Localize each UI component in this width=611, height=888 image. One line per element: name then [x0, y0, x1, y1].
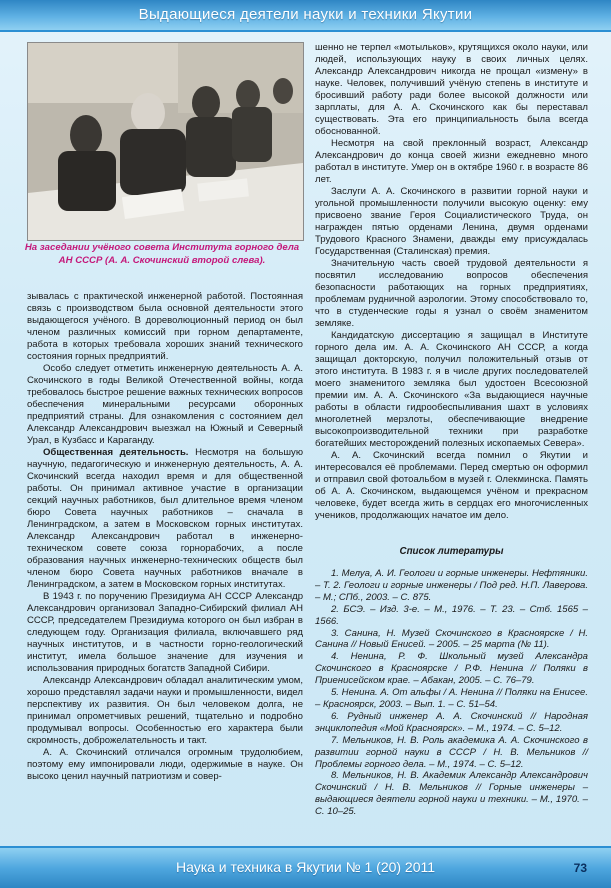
- page-header: [0, 0, 611, 32]
- reference-item: 7. Мельников, Н. В. Роль академика А. А. Скочинского в развитии горной науки в СССР / Н. В. Мельников // Проблемы горного дела. – М., 1974. – С. 5–12.: [315, 734, 588, 770]
- paragraph-text: Несмотря на большую научную, педагогическую и инженерную деятельность, А. А. Скочинский всегда находил время и для общественной работы. Он принимал активное участие в организации секций научных работников, был длительное время членом бюро Совета научных работников – сначала в Ленинградском, а затем в Московском горных институтах. Александр Александрович работал в инженерно-техническом совете союза горнорабочих, а после образования научных инженерно-технических обществ был членом бюро Совета научных работников вначале в Ленинградском, а затем в Московском горных институтах.: [27, 447, 303, 590]
- paragraph: Значительную часть своей трудовой деятельности я посвятил исследованию вопросов обеспечения безопасности работающих на горных предприятиях, проблемам рудничной аэрологии. Этому способствовало то, что в студенческие годы я узнал о своём знаменитом земляке.: [315, 258, 588, 329]
- reference-item: 1. Мелуа, А. И. Геологи и горные инженеры. Нефтяники. – Т. 2. Геологи и горные инженеры / Под ред. Н.П. Лаверова. – М.; СПб., 2003. – С. 875.: [315, 568, 588, 603]
- paragraph: шенно не терпел «мотыльков», крутящихся около науки, или людей, использующих науку в своих личных целях. Александр Александрович никогда не прощал «измену» в науке. Человек, получивший учёную степень в институте и бросивший работу ради более высокой должности или зарплаты, для А. А. Скочинского как бы переставал существовать. Эта его принципиальность была всегда обоснованной.: [315, 42, 588, 137]
- paragraph: Особо следует отметить инженерную деятельность А. А. Скочинского в годы Великой Отечественной войны, когда требовалось быстрое решение важных технических вопросов обеспечения минеральными ресурсами оборонных предприятий страны. Для ознакомления с состоянием дел Александр Александрович выезжал на Южный и Северный Урал, в Кузбасс и Караганду.: [27, 363, 303, 446]
- journal-title: Наука и техника в Якутии № 1 (20) 2011: [175, 859, 436, 875]
- paragraph: [27, 447, 303, 591]
- section-lead: Общественная деятельность.: [43, 447, 189, 458]
- paragraph: Александр Александрович обладал аналитическим умом, хорошо представлял задачи науки и промышленности, видел перспективу их развития. Он был человеком долга, не принимал опрометчивых решений, тщательно и подробно продумывал вопросы. Особенностью его характера были скромность, доброжелательность и такт.: [27, 675, 303, 746]
- paragraph: А. А. Скочинский отличался огромным трудолюбием, поэтому ему импонировали люди, одержимые в науке. Он высоко ценил научный патриотизм и совер-: [27, 747, 303, 782]
- right-text-column: [315, 42, 588, 522]
- reference-item: 3. Санина, Н. Музей Скочинского в Красноярске / Н. Санина // Новый Енисей. – 2005. – 25 марта (№ 11).: [315, 627, 588, 651]
- reference-item: 2. БСЭ. – Изд. 3-е. – М., 1976. – Т. 23. – Стб. 1565 – 1566.: [315, 603, 588, 627]
- paragraph: Заслуги А. А. Скочинского в развитии горной науки и угольной промышленности получили высокую оценку: ему присвоено звание Героя Социалистического Труда, он награжден пятью орденами Ленина, двумя орденами Трудового Красного Знамени, дважды ему присуждалась Государственная (Сталинская) премия.: [315, 186, 588, 257]
- meeting-photo: [27, 42, 304, 241]
- references-title: Список литературы: [399, 546, 504, 557]
- reference-item: 4. Ненина, Р. Ф. Школьный музей Александра Скочинского в Красноярске / Р.Ф. Ненина // Поляки в Приенисейском крае. – Абакан, 2005. – С. 76–79.: [315, 651, 588, 687]
- reference-item: 5. Ненина. А. От альфы / А. Ненина // Поляки на Енисее. – Красноярск, 2003. – Вып. 1. – С. 51–54.: [315, 687, 588, 710]
- paragraph: зывалась с практической инженерной работой. Постоянная связь с производством была основной деятельности этого выдающегося учёного. В дореволюционный период он был членом различных комиссий при горном департаменте, работа в которых требовала хороших знаний технического состояния горных предприятий.: [27, 291, 303, 362]
- page-footer: [0, 846, 611, 888]
- header-title: Выдающиеся деятели науки и техники Якутии: [138, 6, 473, 23]
- meeting-photo-drawing: [28, 43, 303, 240]
- paragraph: А. А. Скочинский всегда помнил о Якутии и интересовался её проблемами. Перед смертью он оформил и отправил свой фотоальбом в музей г. Олекминска. Память об А. А. Скочинском, выдающемся учёном и прекрасном человеке, будет всегда жить в сердцах его многочисленных учеников, продолжающих начатое им дело.: [315, 450, 588, 521]
- references-list: [315, 568, 588, 818]
- page-number: 73: [573, 861, 587, 875]
- left-text-column: [27, 291, 303, 783]
- paragraph: В 1943 г. по поручению Президиума АН СССР Александр Александрович организовал Западно-Сибирский филиал АН СССР, председателем Президиума которого он был избран в следующем году. Организация филиала, включавшего ряд научных институтов, и в частности горно-геологический институт, имела большое значение для изучения и использования природных богатств Западной Сибири.: [27, 591, 303, 674]
- paragraph: Несмотря на свой преклонный возраст, Александр Александрович до конца своей жизни ежедневно много работал в институте. Умер он в октябре 1960 г. в возрасте 86 лет.: [315, 138, 588, 185]
- paragraph: Кандидатскую диссертацию я защищал в Институте горного дела им. А. А. Скочинского АН СССР, а когда защищал докторскую, получил положительный отзыв от этого института. В 1983 г. я в числе других последователей моего знаменитого земляка был удостоен Всесоюзной премии им. А. А. Скочинского «За выдающиеся научные работы в области гидрообеспыливания шахт в условиях многолетней мерзлоты, обеспечивающие внедрение высокопроизводительной техники при разработке богатейших месторождений полезных ископаемых Севера».: [315, 330, 588, 449]
- photo-caption: На заседании учёного совета Института горного дела АН СССР (А. А. Скочинский второй слева).: [24, 242, 300, 266]
- reference-item: 8. Мельников, Н. В. Академик Александр Александрович Скочинский / Н. В. Мельников // Горные инженеры – выдающиеся деятели горной науки и техники. – М., 1970. – С. 10–25.: [315, 770, 588, 818]
- reference-item: 6. Рудный инженер А. А. Скочинский // Народная энциклопедия «Мой Красноярск». – М., 1974. – С. 5–12.: [315, 710, 588, 734]
